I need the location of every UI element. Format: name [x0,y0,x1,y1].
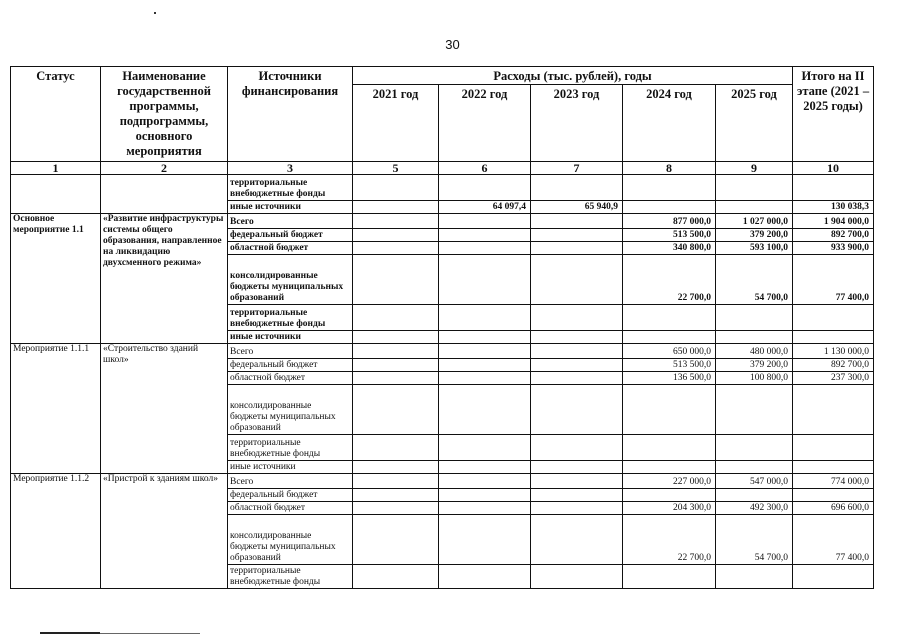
amount-cell-v2023 [531,344,623,359]
table-row [11,344,874,359]
amount-cell-v2024: 136 500,0 [623,372,716,385]
amount-cell-v2025 [716,565,793,589]
amount-cell-v2025: 593 100,0 [716,242,793,255]
amount-cell-total: 77 400,0 [793,515,874,565]
amount-cell-v2025: 379 200,0 [716,359,793,372]
amount-cell-v2021 [353,229,439,242]
amount-cell-v2023 [531,565,623,589]
amount-cell-v2023 [531,385,623,435]
amount-cell-total [793,461,874,474]
funding-source-cell: федеральный бюджет [228,229,353,242]
amount-cell-v2021 [353,474,439,489]
funding-source-cell: территориальные внебюджетные фонды [228,565,353,589]
amount-cell-v2023 [531,175,623,201]
header-source: Источники финансирования [228,67,353,162]
amount-cell-v2021 [353,461,439,474]
amount-cell-v2021 [353,344,439,359]
amount-cell-v2025: 1 027 000,0 [716,214,793,229]
amount-cell-v2024 [623,175,716,201]
amount-cell-total [793,489,874,502]
amount-cell-v2025 [716,461,793,474]
amount-cell-total [793,331,874,344]
amount-cell-v2024: 877 000,0 [623,214,716,229]
amount-cell-total: 237 300,0 [793,372,874,385]
funding-source-cell: Всего [228,344,353,359]
amount-cell-v2022 [439,175,531,201]
program-name-cell: «Развитие инфраструктуры системы общего образования, направленное на ликвидацию двухсменного режима» [101,214,228,344]
amount-cell-v2021 [353,489,439,502]
amount-cell-v2021 [353,201,439,214]
status-cell: Мероприятие 1.1.2 [11,474,101,589]
amount-cell-v2023 [531,489,623,502]
funding-source-cell: иные источники [228,461,353,474]
amount-cell-v2021 [353,435,439,461]
amount-cell-total [793,435,874,461]
program-name-cell: «Пристрой к зданиям школ» [101,474,228,589]
amount-cell-v2025 [716,331,793,344]
amount-cell-v2022 [439,489,531,502]
amount-cell-v2025 [716,435,793,461]
table-row [11,214,874,229]
amount-cell-v2025: 379 200,0 [716,229,793,242]
amount-cell-v2021 [353,305,439,331]
amount-cell-v2025 [716,305,793,331]
header-2021: 2021 год [353,85,439,162]
amount-cell-total: 774 000,0 [793,474,874,489]
status-cell [11,175,101,214]
amount-cell-v2021 [353,502,439,515]
amount-cell-v2023 [531,359,623,372]
scan-edge-mark [40,632,100,634]
amount-cell-v2022 [439,359,531,372]
funding-source-cell: федеральный бюджет [228,489,353,502]
status-cell: Основное мероприятие 1.1 [11,214,101,344]
funding-source-cell: консолидированные бюджеты муниципальных образований [228,255,353,305]
amount-cell-v2021 [353,565,439,589]
funding-source-cell: федеральный бюджет [228,359,353,372]
amount-cell-v2022 [439,474,531,489]
table-row [11,175,874,201]
header-2025: 2025 год [716,85,793,162]
amount-cell-v2023 [531,461,623,474]
amount-cell-v2024: 650 000,0 [623,344,716,359]
amount-cell-v2022 [439,435,531,461]
col-number: 8 [623,162,716,175]
amount-cell-v2022 [439,331,531,344]
amount-cell-v2022 [439,344,531,359]
header-expenses: Расходы (тыс. рублей), годы [353,67,793,85]
amount-cell-v2023 [531,502,623,515]
header-name: Наименование государственной программы, подпрограммы, основного мероприятия [101,67,228,162]
amount-cell-total: 892 700,0 [793,359,874,372]
amount-cell-total [793,175,874,201]
col-number: 10 [793,162,874,175]
amount-cell-v2022: 64 097,4 [439,201,531,214]
funding-source-cell: Всего [228,474,353,489]
amount-cell-v2025: 492 300,0 [716,502,793,515]
amount-cell-v2025 [716,201,793,214]
funding-source-cell: консолидированные бюджеты муниципальных образований [228,385,353,435]
amount-cell-v2021 [353,372,439,385]
amount-cell-v2022 [439,385,531,435]
col-number: 7 [531,162,623,175]
amount-cell-total: 892 700,0 [793,229,874,242]
amount-cell-v2023 [531,372,623,385]
amount-cell-v2024: 204 300,0 [623,502,716,515]
col-number: 3 [228,162,353,175]
amount-cell-v2022 [439,255,531,305]
amount-cell-v2025 [716,489,793,502]
amount-cell-total: 933 900,0 [793,242,874,255]
amount-cell-v2024: 227 000,0 [623,474,716,489]
col-number: 1 [11,162,101,175]
amount-cell-total [793,385,874,435]
header-2024: 2024 год [623,85,716,162]
amount-cell-v2025: 54 700,0 [716,255,793,305]
header-2022: 2022 год [439,85,531,162]
amount-cell-v2022 [439,461,531,474]
table-row [11,474,874,489]
amount-cell-v2023 [531,435,623,461]
amount-cell-v2021 [353,359,439,372]
funding-source-cell: территориальные внебюджетные фонды [228,175,353,201]
column-number-row [11,162,874,175]
funding-source-cell: территориальные внебюджетные фонды [228,305,353,331]
funding-source-cell: иные источники [228,201,353,214]
amount-cell-v2022 [439,565,531,589]
page-number: 30 [445,37,460,52]
amount-cell-v2025: 480 000,0 [716,344,793,359]
amount-cell-v2025: 100 800,0 [716,372,793,385]
funding-source-cell: областной бюджет [228,502,353,515]
amount-cell-total: 696 600,0 [793,502,874,515]
amount-cell-v2021 [353,255,439,305]
amount-cell-v2022 [439,305,531,331]
amount-cell-v2023 [531,214,623,229]
amount-cell-v2022 [439,372,531,385]
header-status: Статус [11,67,101,162]
scan-edge-mark [100,633,200,634]
amount-cell-v2024: 340 800,0 [623,242,716,255]
amount-cell-v2024 [623,385,716,435]
col-number: 5 [353,162,439,175]
amount-cell-v2024 [623,489,716,502]
amount-cell-v2023 [531,305,623,331]
funding-source-cell: Всего [228,214,353,229]
amount-cell-v2024 [623,565,716,589]
amount-cell-v2022 [439,515,531,565]
table-body [11,175,874,589]
amount-cell-v2024 [623,201,716,214]
amount-cell-total: 77 400,0 [793,255,874,305]
header-2023: 2023 год [531,85,623,162]
amount-cell-v2025 [716,385,793,435]
amount-cell-v2024 [623,331,716,344]
amount-cell-v2022 [439,502,531,515]
amount-cell-v2022 [439,229,531,242]
program-name-cell: «Строительство зданий школ» [101,344,228,474]
amount-cell-total: 130 038,3 [793,201,874,214]
amount-cell-total: 1 904 000,0 [793,214,874,229]
amount-cell-v2024: 22 700,0 [623,515,716,565]
amount-cell-v2025: 54 700,0 [716,515,793,565]
amount-cell-v2024 [623,305,716,331]
amount-cell-v2023 [531,242,623,255]
funding-source-cell: иные источники [228,331,353,344]
amount-cell-v2023 [531,255,623,305]
amount-cell-v2025: 547 000,0 [716,474,793,489]
amount-cell-v2024 [623,461,716,474]
funding-source-cell: территориальные внебюджетные фонды [228,435,353,461]
col-number: 2 [101,162,228,175]
header-total: Итого на II этапе (2021 – 2025 годы) [793,67,874,162]
amount-cell-v2023 [531,229,623,242]
amount-cell-v2024 [623,435,716,461]
amount-cell-v2023 [531,515,623,565]
funding-source-cell: областной бюджет [228,242,353,255]
scan-speck [154,12,156,14]
budget-table [10,66,874,589]
amount-cell-v2021 [353,331,439,344]
amount-cell-v2021 [353,175,439,201]
amount-cell-v2025 [716,175,793,201]
amount-cell-total [793,565,874,589]
funding-source-cell: областной бюджет [228,372,353,385]
amount-cell-v2024: 513 500,0 [623,359,716,372]
amount-cell-v2022 [439,214,531,229]
amount-cell-v2021 [353,214,439,229]
amount-cell-v2024: 22 700,0 [623,255,716,305]
program-name-cell [101,175,228,214]
amount-cell-v2021 [353,385,439,435]
amount-cell-v2021 [353,242,439,255]
amount-cell-total [793,305,874,331]
col-number: 9 [716,162,793,175]
funding-source-cell: консолидированные бюджеты муниципальных образований [228,515,353,565]
amount-cell-v2023 [531,331,623,344]
col-number: 6 [439,162,531,175]
amount-cell-total: 1 130 000,0 [793,344,874,359]
amount-cell-v2023: 65 940,9 [531,201,623,214]
amount-cell-v2024: 513 500,0 [623,229,716,242]
amount-cell-v2023 [531,474,623,489]
status-cell: Мероприятие 1.1.1 [11,344,101,474]
amount-cell-v2022 [439,242,531,255]
amount-cell-v2021 [353,515,439,565]
